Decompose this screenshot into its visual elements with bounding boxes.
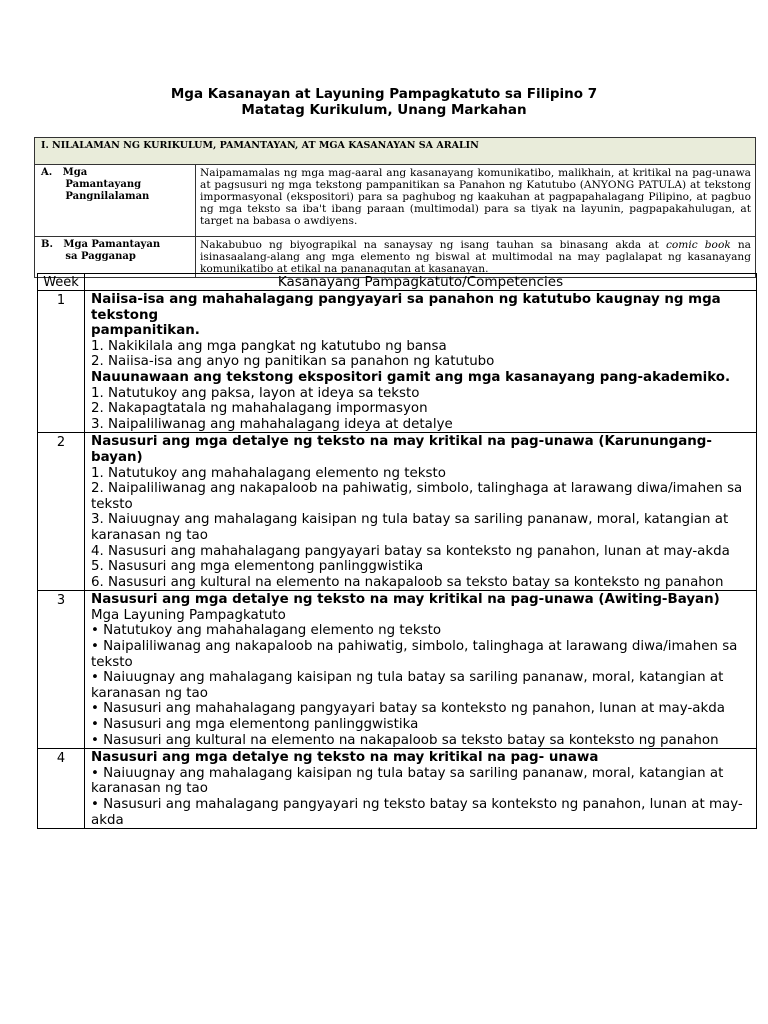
competencies-column-header: Kasanayang Pampagkatuto/Competencies [85, 274, 757, 291]
title-line-2: Matatag Kurikulum, Unang Markahan [241, 102, 527, 118]
competency-item: 1. Nakikilala ang mga pangkat ng katutubo ng bansa [91, 338, 447, 354]
competency-item: • Naiuugnay ang mahalagang kaisipan ng tula batay sa sariling pananaw, moral, katangian at karanasan ng tao [91, 765, 724, 797]
competency-item: 4. Nasusuri ang mahahalagang pangyayari batay sa konteksto ng panahon, lunan at may-akda [91, 543, 730, 559]
competency-item: 1. Natutukoy ang mahahalagang elemento ng teksto [91, 465, 446, 481]
competency-heading: pampanitikan. [91, 323, 200, 339]
competency-item: 6. Nasusuri ang kultural na elemento na nakapaloob sa teksto batay sa konteksto ng panahon [91, 574, 724, 590]
week-competencies [85, 433, 757, 591]
competency-item: Mga Layuning Pampagkatuto [91, 607, 286, 623]
week-row [38, 591, 757, 749]
week-row [38, 749, 757, 829]
competency-item: • Nasusuri ang mga elementong panlinggwistika [91, 717, 419, 733]
week-competencies [85, 591, 757, 749]
competency-heading: Nasusuri ang mga detalye ng teksto na may kritikal na pag-unawa (Awiting-Bayan) [91, 592, 720, 608]
competency-item: • Nasusuri ang kultural na elemento na nakapaloob sa teksto batay sa konteksto ng panahon [91, 732, 719, 748]
performance-text-part-1: Nakabubuo ng biyograpikal na sanaysay ng isang tauhan sa binasang akda at [200, 239, 666, 251]
curriculum-table [34, 137, 756, 278]
competency-item: • Natutukoy ang mahahalagang elemento ng teksto [91, 623, 442, 639]
competency-heading: Nasusuri ang mga detalye ng teksto na may kritikal na pag-unawa (Karunungang-bayan) [91, 434, 712, 465]
competency-item: 3. Naiuugnay ang mahalagang kaisipan ng tula batay sa sariling pananaw, moral, katangian at karanasan ng tao [91, 512, 729, 543]
content-standards-label: A. Mga Pamantayang Pangnilalaman [35, 165, 196, 237]
curriculum-header: I. NILALAMAN NG KURIKULUM, PAMANTAYAN, AT MGA KASANAYAN SA ARALIN [35, 138, 756, 165]
week-row [38, 291, 757, 433]
competency-heading: Nasusuri ang mga detalye ng teksto na may kritikal na pag- unawa [91, 750, 599, 766]
competency-item: 3. Naipaliliwanag ang mahahalagang ideya at detalye [91, 416, 453, 432]
competency-heading: Nauunawaan ang tekstong ekspositori gamit ang mga kasanayang pang-akademiko. [91, 369, 731, 385]
week-number: 2 [38, 433, 85, 591]
weeks-body [38, 291, 757, 829]
competency-item: 2. Naiisa-isa ang anyo ng panitikan sa panahon ng katutubo [91, 354, 495, 370]
competency-heading: Naiisa-isa ang mahahalagang pangyayari sa panahon ng katutubo kaugnay ng mga tekstong [91, 292, 721, 323]
competency-item: • Naiuugnay ang mahalagang kaisipan ng tula batay sa sariling pananaw, moral, katangian at karanasan ng tao [91, 670, 724, 701]
competency-item: 2. Nakapagtatala ng mahahalagang impormasyon [91, 401, 428, 417]
performance-text-italic: comic book [666, 239, 731, 251]
competency-item: 5. Nasusuri ang mga elementong panlinggwistika [91, 559, 424, 575]
week-number: 3 [38, 591, 85, 749]
performance-standards-text [196, 237, 756, 278]
competency-item: • Nasusuri ang mahalagang pangyayari ng teksto batay sa konteksto ng panahon, lunan at may-akda [91, 797, 743, 828]
competency-table [37, 273, 757, 829]
week-competencies [85, 291, 757, 433]
competency-item: • Nasusuri ang mahahalagang pangyayari batay sa konteksto ng panahon, lunan at may-akda [91, 701, 725, 717]
competency-item: 1. Natutukoy ang paksa, layon at ideya sa teksto [91, 385, 420, 401]
performance-text-part-2: na isinasaalang-alang ang mga elemento ng biswal at multimodal na may paglalapat ng kasanayang komunikatibo at etikal na pananagutan at kasanayan. [200, 239, 751, 275]
week-row [38, 433, 757, 591]
document-title [0, 86, 768, 118]
title-line-1: Mga Kasanayan at Layuning Pampagkatuto sa Filipino 7 [170, 86, 598, 102]
week-competencies [85, 749, 757, 829]
competency-item: 2. Naipaliliwanag ang nakapaloob na pahiwatig, simbolo, talinghaga at larawang diwa/imahen sa teksto [91, 481, 743, 512]
competency-item: • Naipaliliwanag ang nakapaloob na pahiwatig, simbolo, talinghaga at larawang diwa/imahen sa teksto [91, 639, 738, 670]
performance-standards-label: B. Mga Pamantayan sa Pagganap [35, 237, 196, 278]
week-column-header: Week [38, 274, 85, 291]
content-standards-text: Naipamamalas ng mga mag-aaral ang kasanayang komunikatibo, malikhain, at kritikal na pag-unawa at pagsusuri ng mga tekstong pampanitikan sa Panahon ng Katutubo (ANYONG PATULA) at tekstong impormasyonal (ekspositori) para sa paghubog ng kaakuhan at pagpapahalagang Pilipino, at pagbuo ng mga teksto sa iba't ibang paraan (multimodal) para sa tiyak na layunin, pagpapakahulugan, at target na babasa o awdiyens. [196, 165, 756, 237]
week-number: 1 [38, 291, 85, 433]
week-number: 4 [38, 749, 85, 829]
